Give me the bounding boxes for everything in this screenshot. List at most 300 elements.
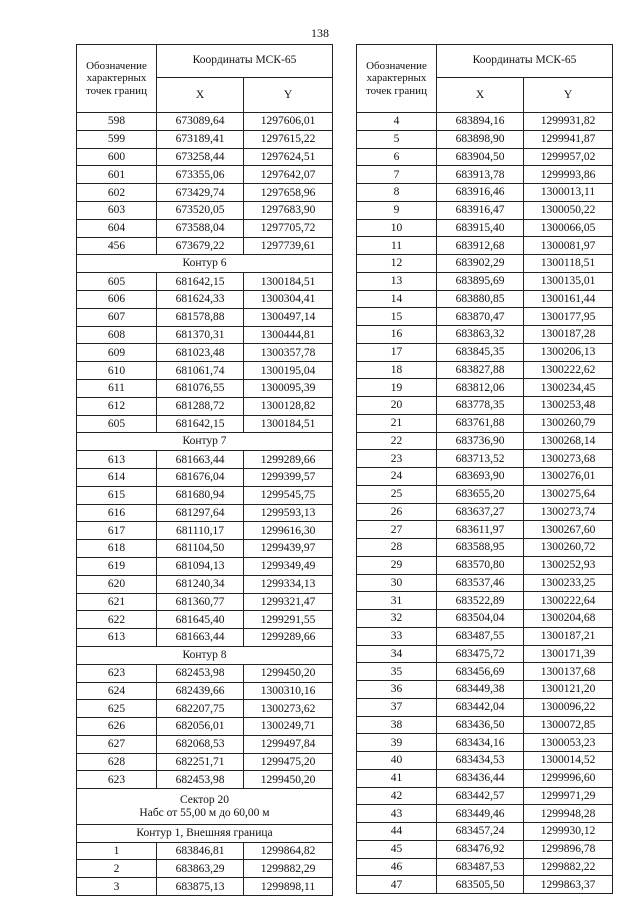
- x-coordinate-cell: 683902,29: [437, 255, 524, 273]
- section-row: [77, 433, 333, 451]
- x-coordinate-cell: 683570,80: [437, 556, 524, 574]
- table-row: [77, 130, 333, 148]
- point-id-cell: 16: [357, 326, 437, 344]
- point-id-cell: 28: [357, 539, 437, 557]
- table-row: [357, 858, 613, 876]
- table-body-left: [77, 113, 333, 896]
- y-coordinate-cell: 1300081,97: [524, 237, 613, 255]
- x-coordinate-cell: 682251,71: [157, 753, 244, 771]
- table-row: [77, 629, 333, 647]
- point-id-cell: 30: [357, 574, 437, 592]
- point-id-cell: 599: [77, 130, 157, 148]
- point-id-cell: 625: [77, 700, 157, 718]
- point-id-cell: 3: [77, 878, 157, 896]
- point-id-cell: 31: [357, 592, 437, 610]
- y-coordinate-cell: 1300249,71: [244, 718, 333, 736]
- y-coordinate-cell: 1300252,93: [524, 556, 613, 574]
- table-row: [77, 575, 333, 593]
- x-coordinate-cell: 673588,04: [157, 219, 244, 237]
- point-id-cell: 620: [77, 575, 157, 593]
- y-coordinate-cell: 1300310,16: [244, 682, 333, 700]
- x-coordinate-cell: 683487,53: [437, 858, 524, 876]
- table-row: [357, 414, 613, 432]
- table-row: [357, 219, 613, 237]
- table-row: [77, 664, 333, 682]
- point-id-cell: 614: [77, 468, 157, 486]
- y-coordinate-cell: 1300497,14: [244, 308, 333, 326]
- section-row: [77, 824, 333, 842]
- point-id-cell: 29: [357, 556, 437, 574]
- y-coordinate-cell: 1300273,74: [524, 503, 613, 521]
- x-coordinate-cell: 683537,46: [437, 574, 524, 592]
- section-row: [77, 255, 333, 273]
- x-coordinate-cell: 681578,88: [157, 308, 244, 326]
- table-row: [357, 148, 613, 166]
- point-id-cell: 615: [77, 486, 157, 504]
- table-row: [357, 734, 613, 752]
- point-id-cell: 609: [77, 344, 157, 362]
- x-coordinate-cell: 683442,57: [437, 787, 524, 805]
- point-id-cell: 608: [77, 326, 157, 344]
- y-coordinate-cell: 1297642,07: [244, 166, 333, 184]
- table-row: [77, 860, 333, 878]
- x-coordinate-cell: 681023,48: [157, 344, 244, 362]
- point-id-cell: 610: [77, 362, 157, 380]
- section-title: Контур 7: [77, 433, 333, 451]
- x-coordinate-cell: 681240,34: [157, 575, 244, 593]
- table-row: [77, 771, 333, 789]
- point-id-cell: 41: [357, 769, 437, 787]
- table-row: [357, 787, 613, 805]
- point-id-cell: 5: [357, 130, 437, 148]
- y-coordinate-cell: 1300273,62: [244, 700, 333, 718]
- x-coordinate-cell: 683457,24: [437, 823, 524, 841]
- page-number: 138: [311, 26, 329, 40]
- point-id-cell: 456: [77, 237, 157, 255]
- y-coordinate-cell: 1297683,90: [244, 201, 333, 219]
- y-coordinate-cell: 1299349,49: [244, 557, 333, 575]
- point-id-cell: 21: [357, 414, 437, 432]
- x-coordinate-cell: 683895,69: [437, 272, 524, 290]
- table-row: [77, 593, 333, 611]
- y-coordinate-cell: 1300233,25: [524, 574, 613, 592]
- point-id-cell: 11: [357, 237, 437, 255]
- point-id-cell: 600: [77, 148, 157, 166]
- point-id-cell: 607: [77, 308, 157, 326]
- y-coordinate-cell: 1297606,01: [244, 113, 333, 131]
- point-id-cell: 7: [357, 166, 437, 184]
- point-id-cell: 19: [357, 379, 437, 397]
- point-id-cell: 12: [357, 255, 437, 273]
- x-coordinate-cell: 683434,16: [437, 734, 524, 752]
- y-coordinate-cell: 1300195,04: [244, 362, 333, 380]
- y-coordinate-cell: 1300184,51: [244, 273, 333, 291]
- x-coordinate-cell: 673429,74: [157, 184, 244, 202]
- y-coordinate-cell: 1299334,13: [244, 575, 333, 593]
- table-row: [357, 556, 613, 574]
- point-id-cell: 626: [77, 718, 157, 736]
- y-coordinate-cell: 1300066,05: [524, 219, 613, 237]
- y-coordinate-cell: 1300095,39: [244, 379, 333, 397]
- table-row: [357, 308, 613, 326]
- y-coordinate-cell: 1299289,66: [244, 451, 333, 469]
- y-coordinate-cell: 1299450,20: [244, 771, 333, 789]
- y-coordinate-cell: 1300267,60: [524, 521, 613, 539]
- point-id-cell: 604: [77, 219, 157, 237]
- point-id-cell: 619: [77, 557, 157, 575]
- y-coordinate-cell: 1299971,29: [524, 787, 613, 805]
- section-row: [77, 646, 333, 664]
- y-coordinate-cell: 1299996,60: [524, 769, 613, 787]
- x-coordinate-cell: 683449,38: [437, 681, 524, 699]
- x-coordinate-cell: 682453,98: [157, 771, 244, 789]
- point-id-cell: 605: [77, 415, 157, 433]
- point-id-cell: 27: [357, 521, 437, 539]
- y-coordinate-cell: 1299864,82: [244, 842, 333, 860]
- x-coordinate-cell: 683504,04: [437, 610, 524, 628]
- table-row: [357, 468, 613, 486]
- y-coordinate-cell: 1300304,41: [244, 290, 333, 308]
- section-title: Контур 6: [77, 255, 333, 273]
- table-row: [77, 273, 333, 291]
- table-row: [77, 504, 333, 522]
- table-row: [77, 290, 333, 308]
- point-id-cell: 8: [357, 184, 437, 202]
- x-coordinate-cell: 681676,04: [157, 468, 244, 486]
- header-y: Y: [244, 78, 333, 113]
- y-coordinate-cell: 1300137,68: [524, 663, 613, 681]
- y-coordinate-cell: 1297739,61: [244, 237, 333, 255]
- table-row: [357, 201, 613, 219]
- x-coordinate-cell: 683713,52: [437, 450, 524, 468]
- y-coordinate-cell: 1300053,23: [524, 734, 613, 752]
- point-id-cell: 20: [357, 397, 437, 415]
- table-row: [357, 716, 613, 734]
- point-id-cell: 24: [357, 468, 437, 486]
- table-row: [77, 379, 333, 397]
- y-coordinate-cell: 1299863,37: [524, 876, 613, 894]
- x-coordinate-cell: 681663,44: [157, 451, 244, 469]
- y-coordinate-cell: 1299896,78: [524, 840, 613, 858]
- point-id-cell: 611: [77, 379, 157, 397]
- y-coordinate-cell: 1300128,82: [244, 397, 333, 415]
- table-row: [357, 397, 613, 415]
- table-row: [77, 201, 333, 219]
- y-coordinate-cell: 1300161,44: [524, 290, 613, 308]
- x-coordinate-cell: 673258,44: [157, 148, 244, 166]
- x-coordinate-cell: 681624,33: [157, 290, 244, 308]
- point-id-cell: 602: [77, 184, 157, 202]
- table-row: [357, 645, 613, 663]
- x-coordinate-cell: 683655,20: [437, 485, 524, 503]
- section-subtitle-line: Набс от 55,00 м до 60,00 м: [139, 806, 270, 819]
- y-coordinate-cell: 1300014,52: [524, 752, 613, 770]
- table-row: [77, 148, 333, 166]
- table-row: [357, 166, 613, 184]
- y-coordinate-cell: 1300096,22: [524, 698, 613, 716]
- x-coordinate-cell: 683880,85: [437, 290, 524, 308]
- point-id-cell: 32: [357, 610, 437, 628]
- point-id-cell: 613: [77, 629, 157, 647]
- table-row: [357, 521, 613, 539]
- y-coordinate-cell: 1300253,48: [524, 397, 613, 415]
- table-row: [77, 878, 333, 896]
- x-coordinate-cell: 683827,88: [437, 361, 524, 379]
- x-coordinate-cell: 683449,46: [437, 805, 524, 823]
- point-id-cell: 6: [357, 148, 437, 166]
- x-coordinate-cell: 683913,78: [437, 166, 524, 184]
- point-id-cell: 612: [77, 397, 157, 415]
- x-coordinate-cell: 683916,46: [437, 184, 524, 202]
- table-row: [77, 362, 333, 380]
- section-row: [77, 789, 333, 825]
- table-row: [77, 735, 333, 753]
- x-coordinate-cell: 683898,90: [437, 130, 524, 148]
- table-row: [77, 540, 333, 558]
- section-title: [77, 789, 333, 825]
- x-coordinate-cell: 683912,68: [437, 237, 524, 255]
- x-coordinate-cell: 682068,53: [157, 735, 244, 753]
- table-row: [77, 451, 333, 469]
- x-coordinate-cell: 683522,89: [437, 592, 524, 610]
- y-coordinate-cell: 1299616,30: [244, 522, 333, 540]
- y-coordinate-cell: 1300234,45: [524, 379, 613, 397]
- table-row: [357, 361, 613, 379]
- x-coordinate-cell: 683846,81: [157, 842, 244, 860]
- point-id-cell: 15: [357, 308, 437, 326]
- table-row: [357, 503, 613, 521]
- point-id-cell: 37: [357, 698, 437, 716]
- point-id-cell: 601: [77, 166, 157, 184]
- table-row: [357, 432, 613, 450]
- x-coordinate-cell: 681680,94: [157, 486, 244, 504]
- y-coordinate-cell: 1300072,85: [524, 716, 613, 734]
- table-row: [77, 718, 333, 736]
- y-coordinate-cell: 1300177,95: [524, 308, 613, 326]
- y-coordinate-cell: 1299882,29: [244, 860, 333, 878]
- table-row: [357, 343, 613, 361]
- y-coordinate-cell: 1300121,20: [524, 681, 613, 699]
- y-coordinate-cell: 1299545,75: [244, 486, 333, 504]
- table-row: [357, 574, 613, 592]
- section-title-line: Сектор 20: [179, 793, 230, 806]
- y-coordinate-cell: 1299289,66: [244, 629, 333, 647]
- header-point-designation: Обозначение характерных точек границ: [357, 45, 437, 113]
- point-id-cell: 613: [77, 451, 157, 469]
- x-coordinate-cell: 673089,64: [157, 113, 244, 131]
- point-id-cell: 44: [357, 823, 437, 841]
- x-coordinate-cell: 681642,15: [157, 273, 244, 291]
- point-id-cell: 618: [77, 540, 157, 558]
- y-coordinate-cell: 1300275,64: [524, 485, 613, 503]
- table-row: [357, 290, 613, 308]
- x-coordinate-cell: 683915,40: [437, 219, 524, 237]
- table-body-right: [357, 113, 613, 894]
- y-coordinate-cell: 1300222,62: [524, 361, 613, 379]
- point-id-cell: 36: [357, 681, 437, 699]
- x-coordinate-cell: 683761,88: [437, 414, 524, 432]
- table-row: [357, 823, 613, 841]
- x-coordinate-cell: 683778,35: [437, 397, 524, 415]
- table-row: [77, 753, 333, 771]
- y-coordinate-cell: 1300222,64: [524, 592, 613, 610]
- point-id-cell: 47: [357, 876, 437, 894]
- point-id-cell: 627: [77, 735, 157, 753]
- table-row: [77, 842, 333, 860]
- table-row: [357, 698, 613, 716]
- y-coordinate-cell: 1297705,72: [244, 219, 333, 237]
- x-coordinate-cell: 683456,69: [437, 663, 524, 681]
- y-coordinate-cell: 1297615,22: [244, 130, 333, 148]
- point-id-cell: 25: [357, 485, 437, 503]
- table-row: [357, 485, 613, 503]
- point-id-cell: 35: [357, 663, 437, 681]
- header-coordinates: Координаты МСК-65: [157, 45, 333, 78]
- table-row: [77, 113, 333, 131]
- point-id-cell: 39: [357, 734, 437, 752]
- point-id-cell: 624: [77, 682, 157, 700]
- x-coordinate-cell: 681297,64: [157, 504, 244, 522]
- x-coordinate-cell: 683487,55: [437, 627, 524, 645]
- x-coordinate-cell: 673355,06: [157, 166, 244, 184]
- y-coordinate-cell: 1299882,22: [524, 858, 613, 876]
- point-id-cell: 603: [77, 201, 157, 219]
- point-id-cell: 1: [77, 842, 157, 860]
- x-coordinate-cell: 681645,40: [157, 611, 244, 629]
- point-id-cell: 598: [77, 113, 157, 131]
- y-coordinate-cell: 1300050,22: [524, 201, 613, 219]
- point-id-cell: 43: [357, 805, 437, 823]
- x-coordinate-cell: 673189,41: [157, 130, 244, 148]
- y-coordinate-cell: 1300260,72: [524, 539, 613, 557]
- point-id-cell: 622: [77, 611, 157, 629]
- point-id-cell: 10: [357, 219, 437, 237]
- header-x: X: [437, 78, 524, 113]
- y-coordinate-cell: 1299948,28: [524, 805, 613, 823]
- y-coordinate-cell: 1300273,68: [524, 450, 613, 468]
- x-coordinate-cell: 683863,29: [157, 860, 244, 878]
- x-coordinate-cell: 683505,50: [437, 876, 524, 894]
- point-id-cell: 605: [77, 273, 157, 291]
- point-id-cell: 38: [357, 716, 437, 734]
- x-coordinate-cell: 683904,50: [437, 148, 524, 166]
- y-coordinate-cell: 1300204,68: [524, 610, 613, 628]
- point-id-cell: 606: [77, 290, 157, 308]
- table-row: [77, 611, 333, 629]
- x-coordinate-cell: 683442,04: [437, 698, 524, 716]
- y-coordinate-cell: 1299399,57: [244, 468, 333, 486]
- y-coordinate-cell: 1300444,81: [244, 326, 333, 344]
- table-row: [357, 592, 613, 610]
- x-coordinate-cell: 683637,27: [437, 503, 524, 521]
- coordinates-table-right: [356, 44, 613, 894]
- point-id-cell: 621: [77, 593, 157, 611]
- y-coordinate-cell: 1297658,96: [244, 184, 333, 202]
- y-coordinate-cell: 1299941,87: [524, 130, 613, 148]
- y-coordinate-cell: 1299931,82: [524, 113, 613, 131]
- x-coordinate-cell: 683863,32: [437, 326, 524, 344]
- x-coordinate-cell: 681370,31: [157, 326, 244, 344]
- point-id-cell: 34: [357, 645, 437, 663]
- x-coordinate-cell: 681110,17: [157, 522, 244, 540]
- header-y: Y: [524, 78, 613, 113]
- table-row: [357, 326, 613, 344]
- table-row: [357, 681, 613, 699]
- table-row: [77, 326, 333, 344]
- header-point-designation: Обозначение характерных точек границ: [77, 45, 157, 113]
- table-row: [77, 344, 333, 362]
- table-row: [357, 113, 613, 131]
- x-coordinate-cell: 681642,15: [157, 415, 244, 433]
- point-id-cell: 17: [357, 343, 437, 361]
- point-id-cell: 13: [357, 272, 437, 290]
- table-row: [77, 397, 333, 415]
- y-coordinate-cell: 1297624,51: [244, 148, 333, 166]
- y-coordinate-cell: 1300184,51: [244, 415, 333, 433]
- x-coordinate-cell: 683436,44: [437, 769, 524, 787]
- point-id-cell: 617: [77, 522, 157, 540]
- table-row: [357, 379, 613, 397]
- y-coordinate-cell: 1299497,84: [244, 735, 333, 753]
- table-row: [77, 308, 333, 326]
- x-coordinate-cell: 683476,92: [437, 840, 524, 858]
- point-id-cell: 26: [357, 503, 437, 521]
- x-coordinate-cell: 683875,13: [157, 878, 244, 896]
- y-coordinate-cell: 1299321,47: [244, 593, 333, 611]
- table-row: [357, 272, 613, 290]
- table-row: [357, 840, 613, 858]
- y-coordinate-cell: 1299593,13: [244, 504, 333, 522]
- table-row: [357, 752, 613, 770]
- x-coordinate-cell: 681663,44: [157, 629, 244, 647]
- point-id-cell: 40: [357, 752, 437, 770]
- x-coordinate-cell: 681288,72: [157, 397, 244, 415]
- x-coordinate-cell: 683436,50: [437, 716, 524, 734]
- x-coordinate-cell: 683894,16: [437, 113, 524, 131]
- table-row: [357, 876, 613, 894]
- x-coordinate-cell: 681094,13: [157, 557, 244, 575]
- point-id-cell: 22: [357, 432, 437, 450]
- x-coordinate-cell: 681104,50: [157, 540, 244, 558]
- point-id-cell: 628: [77, 753, 157, 771]
- point-id-cell: 2: [77, 860, 157, 878]
- x-coordinate-cell: 682439,66: [157, 682, 244, 700]
- x-coordinate-cell: 683845,35: [437, 343, 524, 361]
- y-coordinate-cell: 1299898,11: [244, 878, 333, 896]
- table-row: [357, 805, 613, 823]
- x-coordinate-cell: 683870,47: [437, 308, 524, 326]
- table-row: [77, 557, 333, 575]
- table-row: [77, 468, 333, 486]
- table-row: [357, 237, 613, 255]
- y-coordinate-cell: 1300118,51: [524, 255, 613, 273]
- table-row: [77, 486, 333, 504]
- point-id-cell: 623: [77, 771, 157, 789]
- table-row: [357, 627, 613, 645]
- section-title: Контур 8: [77, 646, 333, 664]
- point-id-cell: 46: [357, 858, 437, 876]
- y-coordinate-cell: 1300357,78: [244, 344, 333, 362]
- y-coordinate-cell: 1299930,12: [524, 823, 613, 841]
- point-id-cell: 33: [357, 627, 437, 645]
- table-row: [77, 166, 333, 184]
- table-row: [77, 237, 333, 255]
- table-row: [77, 415, 333, 433]
- point-id-cell: 623: [77, 664, 157, 682]
- x-coordinate-cell: 682453,98: [157, 664, 244, 682]
- x-coordinate-cell: 683588,95: [437, 539, 524, 557]
- y-coordinate-cell: 1300276,01: [524, 468, 613, 486]
